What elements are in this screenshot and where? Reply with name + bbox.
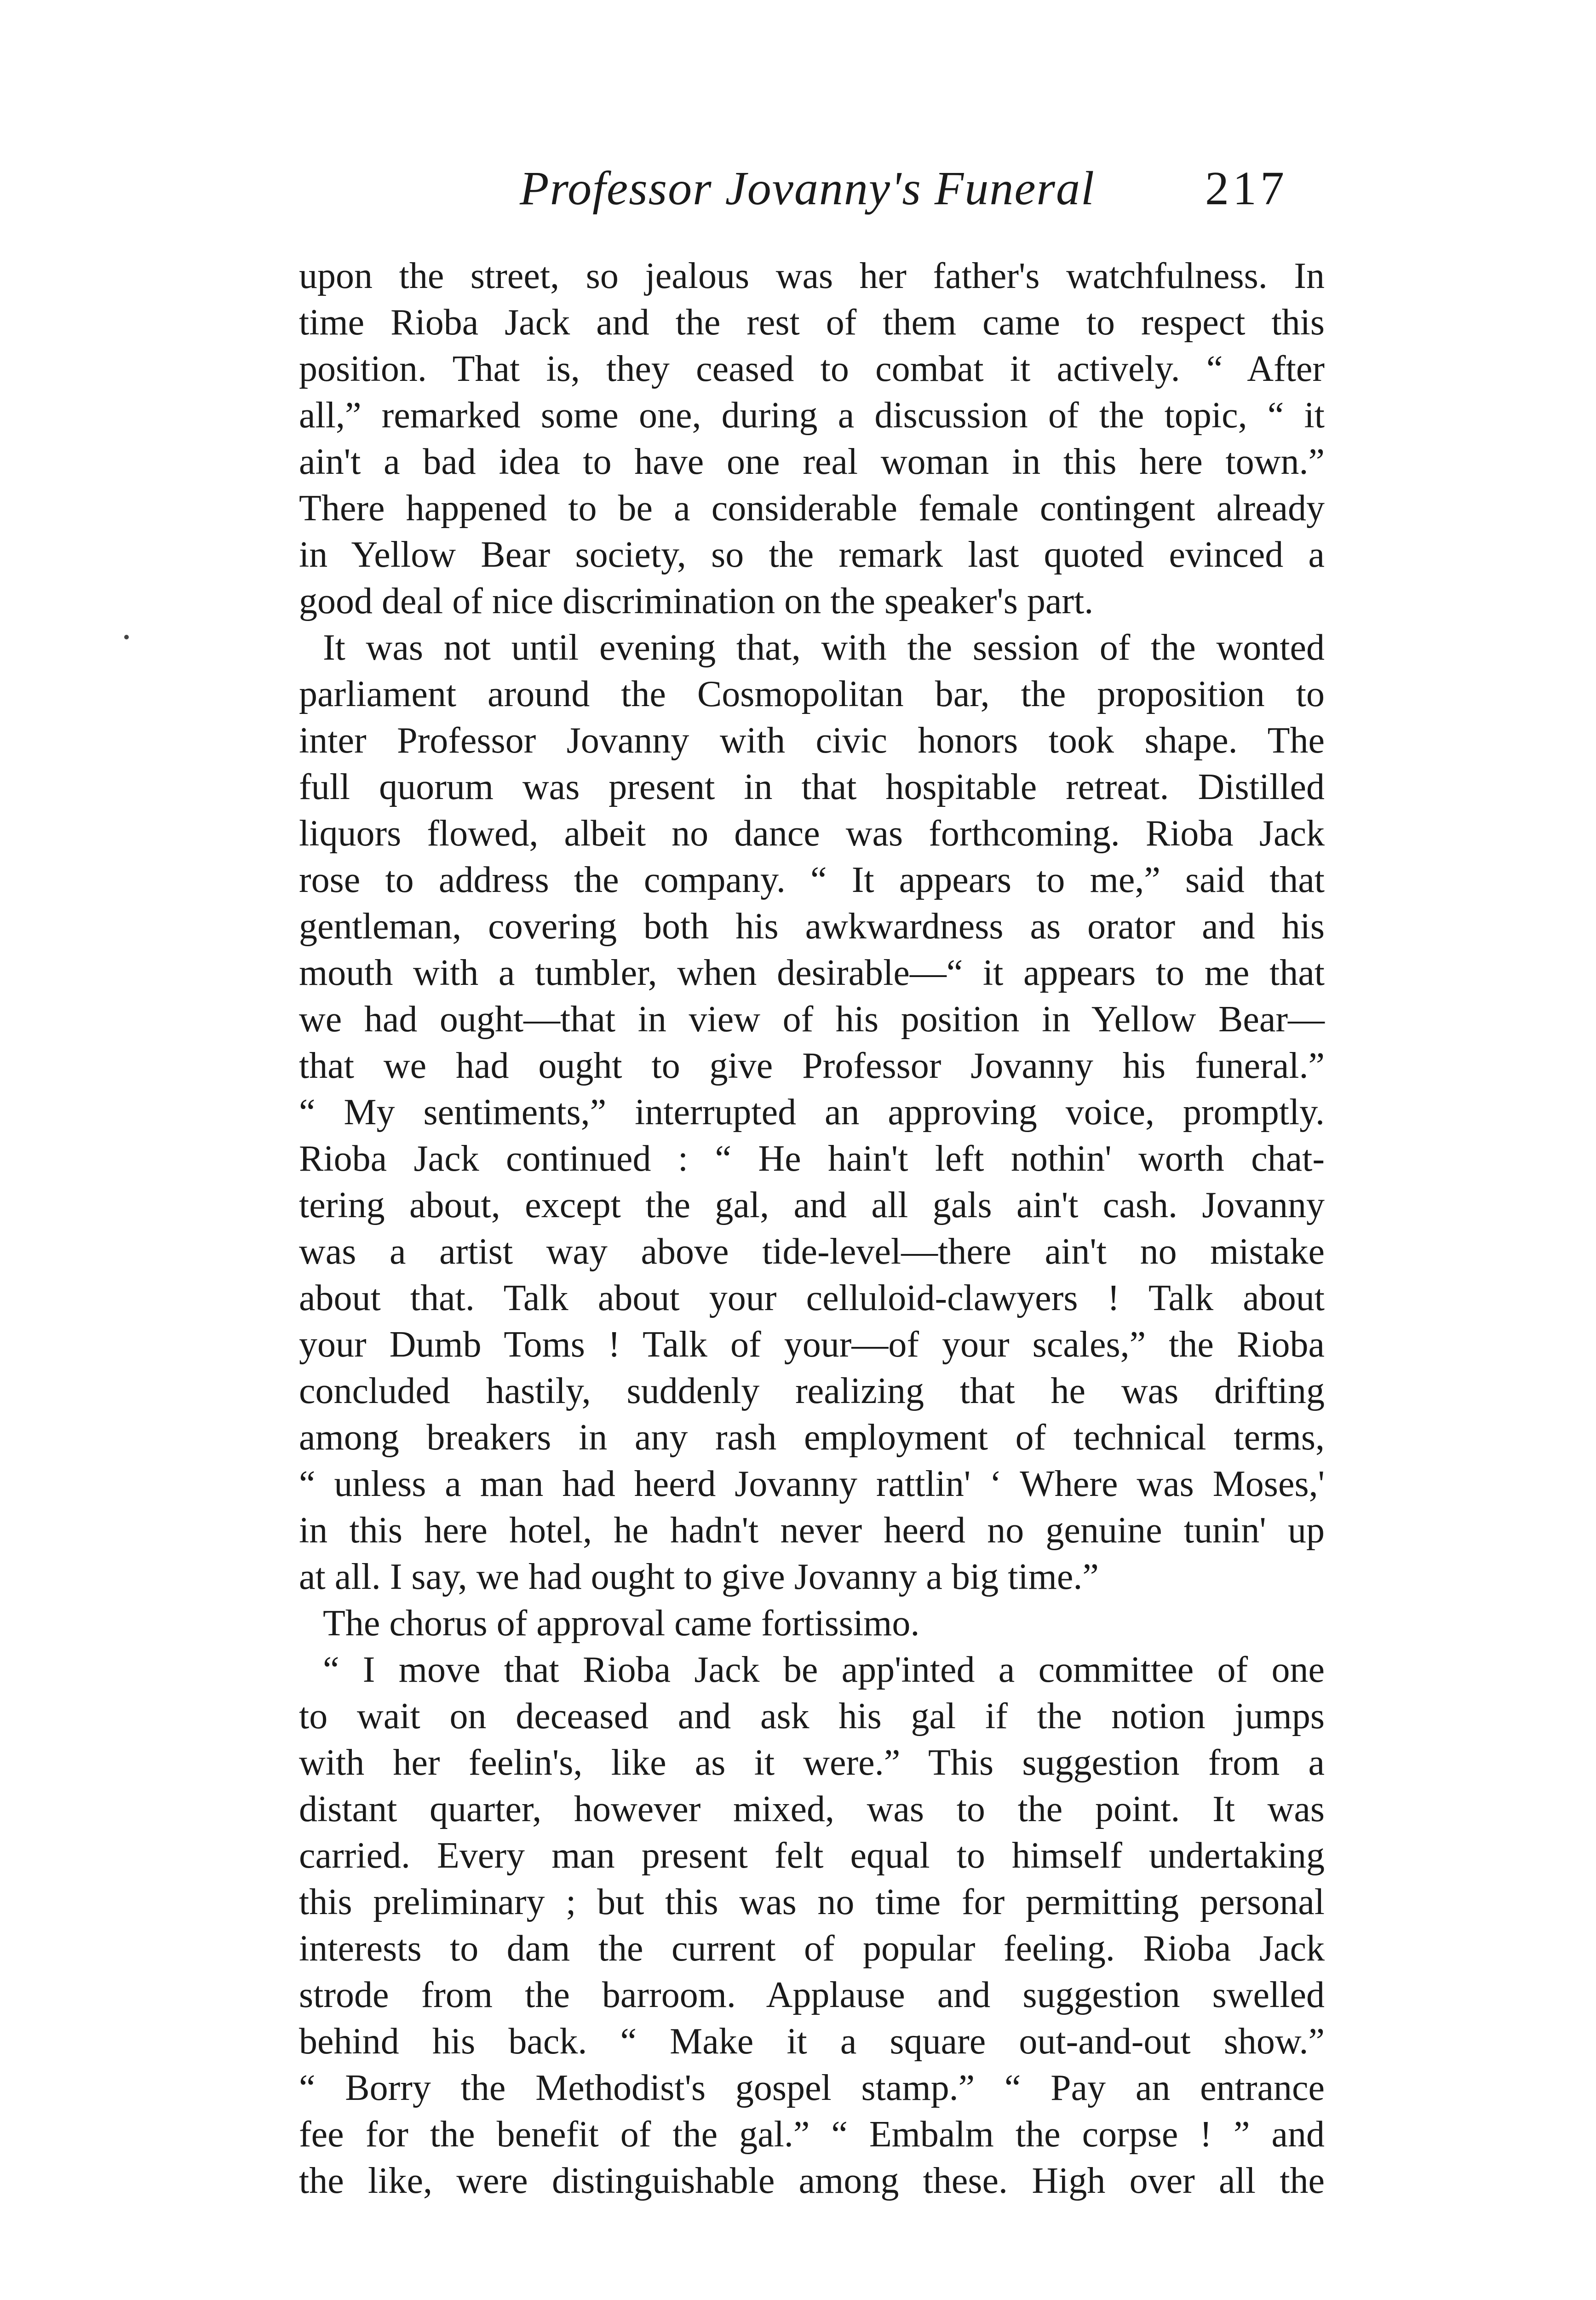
text-line: about that. Talk about your celluloid-clawyers ! Talk about (299, 1278, 1325, 1318)
text-line: liquors flowed, albeit no dance was forthcoming. Rioba Jack (299, 813, 1325, 854)
text-line: parliament around the Cosmopolitan bar, the proposition to (299, 674, 1325, 714)
text-line: rose to address the company. “ It appears to me,” said that (299, 860, 1325, 900)
text-line: Rioba Jack continued : “ He hain't left nothin' worth chat- (299, 1138, 1325, 1179)
text-line: “ My sentiments,” interrupted an approving voice, promptly. (299, 1092, 1325, 1133)
text-line: position. That is, they ceased to combat it actively. “ After (299, 349, 1325, 389)
text-line: to wait on deceased and ask his gal if the notion jumps (299, 1696, 1325, 1736)
page-number: 217 (1205, 162, 1288, 215)
text-line: all,” remarked some one, during a discussion of the topic, “ it (299, 395, 1325, 436)
text-line: carried. Every man present felt equal to himself undertaking (299, 1835, 1325, 1876)
text-line: gentleman, covering both his awkwardness as orator and his (299, 906, 1325, 947)
text-line: “ Borry the Methodist's gospel stamp.” “ Pay an entrance (299, 2068, 1325, 2108)
text-line: that we had ought to give Professor Jovanny his funeral.” (299, 1046, 1325, 1086)
text-line: tering about, except the gal, and all gals ain't cash. Jovanny (299, 1185, 1325, 1225)
print-speck (124, 635, 129, 639)
text-line: strode from the barroom. Applause and suggestion swelled (299, 1975, 1325, 2015)
text-line: “ unless a man had heerd Jovanny rattlin' ‘ Where was Moses,' (299, 1464, 1325, 1504)
running-header (0, 161, 1596, 221)
text-line: your Dumb Toms ! Talk of your—of your scales,” the Rioba (299, 1324, 1325, 1365)
text-line: this preliminary ; but this was no time for permitting personal (299, 1882, 1325, 1922)
text-line: concluded hastily, suddenly realizing that he was drifting (299, 1371, 1325, 1411)
text-line: distant quarter, however mixed, was to the point. It was (299, 1789, 1325, 1829)
text-line: interests to dam the current of popular feeling. Rioba Jack (299, 1928, 1325, 1969)
body-text (299, 253, 1325, 2204)
running-title: Professor Jovanny's Funeral (520, 162, 1095, 215)
text-line: upon the street, so jealous was her father's watchfulness. In (299, 256, 1325, 296)
text-line: good deal of nice discrimination on the speaker's part. (299, 581, 1094, 621)
text-line: The chorus of approval came fortissimo. (323, 1603, 920, 1644)
text-line: behind his back. “ Make it a square out-and-out show.” (299, 2021, 1325, 2062)
text-line: time Rioba Jack and the rest of them came to respect this (299, 302, 1325, 343)
text-line: ain't a bad idea to have one real woman in this here town.” (299, 442, 1325, 482)
text-line: among breakers in any rash employment of technical terms, (299, 1417, 1325, 1458)
text-line: mouth with a tumbler, when desirable—“ it appears to me that (299, 953, 1325, 993)
text-line: inter Professor Jovanny with civic honors took shape. The (299, 720, 1325, 761)
text-line: full quorum was present in that hospitable retreat. Distilled (299, 767, 1325, 807)
text-line: There happened to be a considerable female contingent already (299, 488, 1325, 529)
text-line: It was not until evening that, with the session of the wonted (323, 627, 1325, 668)
text-line: we had ought—that in view of his position in Yellow Bear— (299, 999, 1325, 1040)
text-line: in this here hotel, he hadn't never heerd no genuine tunin' up (299, 1510, 1325, 1551)
text-line: with her feelin's, like as it were.” This suggestion from a (299, 1742, 1325, 1783)
text-line: in Yellow Bear society, so the remark last quoted evinced a (299, 535, 1325, 575)
text-line: the like, were distinguishable among these. High over all the (299, 2161, 1325, 2201)
text-line: “ I move that Rioba Jack be app'inted a committee of one (323, 1650, 1325, 1690)
text-line: fee for the benefit of the gal.” “ Embalm the corpse ! ” and (299, 2114, 1325, 2155)
text-line: was a artist way above tide-level—there ain't no mistake (299, 1231, 1325, 1272)
text-line: at all. I say, we had ought to give Jovanny a big time.” (299, 1557, 1099, 1597)
